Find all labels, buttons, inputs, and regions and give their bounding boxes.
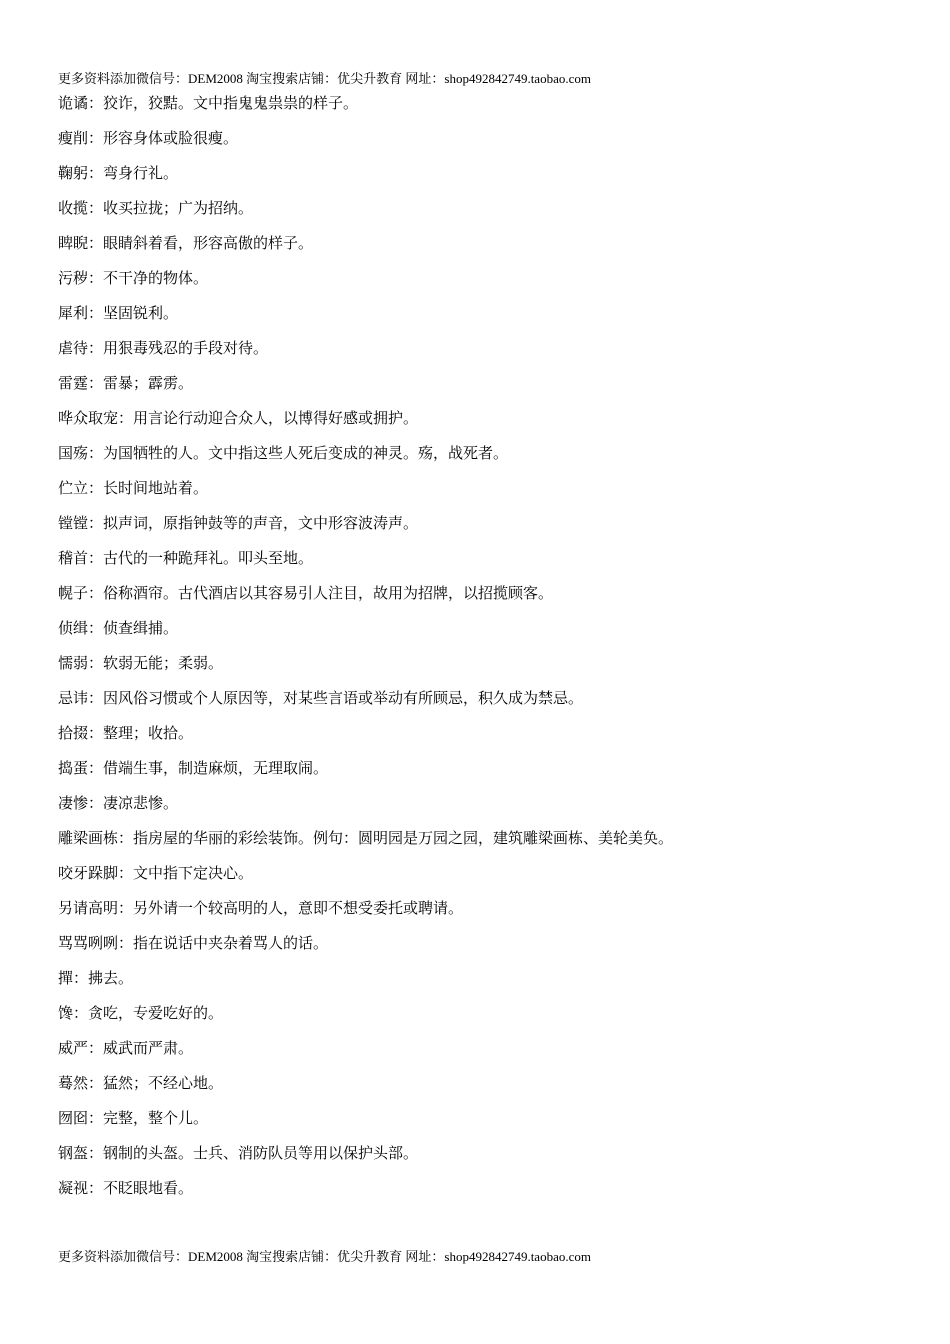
- vocab-entry: 稽首：古代的一种跪拜礼。叩头至地。: [58, 549, 314, 567]
- vocab-entry: 侦缉：侦查缉捕。: [58, 619, 179, 637]
- vocab-entry: 镗镗：拟声词，原指钟鼓等的声音，文中形容波涛声。: [58, 514, 419, 532]
- vocab-entry: 囫囵：完整，整个儿。: [58, 1109, 209, 1127]
- vocab-entry: 雕梁画栋：指房屋的华丽的彩绘装饰。例句：圆明园是万园之园，建筑雕梁画栋、美轮美奂。: [58, 829, 674, 847]
- vocab-entry: 鞠躬：弯身行礼。: [58, 164, 179, 182]
- vocab-entry: 另请高明：另外请一个较高明的人，意即不想受委托或聘请。: [58, 899, 464, 917]
- vocab-entry: 雷霆：雷暴；霹雳。: [58, 374, 194, 392]
- vocab-entry: 懦弱：软弱无能；柔弱。: [58, 654, 224, 672]
- vocab-entry: 骂骂咧咧：指在说话中夹杂着骂人的话。: [58, 934, 329, 952]
- vocab-entry: 睥睨：眼睛斜着看，形容高傲的样子。: [58, 234, 314, 252]
- vocab-entry: 幌子：俗称酒帘。古代酒店以其容易引人注目，故用为招牌，以招揽顾客。: [58, 584, 554, 602]
- vocab-entry: 瘦削：形容身体或脸很瘦。: [58, 129, 239, 147]
- vocab-entry: 凝视：不眨眼地看。: [58, 1179, 194, 1197]
- vocab-entry: 撣：拂去。: [58, 969, 134, 987]
- vocab-entry: 污秽：不干净的物体。: [58, 269, 209, 287]
- vocab-entry: 虐待：用狠毒残忍的手段对待。: [58, 339, 269, 357]
- vocab-entry: 凄惨：凄凉悲惨。: [58, 794, 179, 812]
- vocab-entry: 蓦然：猛然；不经心地。: [58, 1074, 224, 1092]
- page-footer: 更多资料添加微信号：DEM2008 淘宝搜索店铺：优尖升教育 网址：shop492842749.taobao.com: [58, 1249, 591, 1264]
- vocabulary-list: [58, 93, 918, 1213]
- vocab-entry: 诡谲：狡诈，狡黠。文中指鬼鬼祟祟的样子。: [58, 94, 359, 112]
- vocab-entry: 钢盔：钢制的头盔。士兵、消防队员等用以保护头部。: [58, 1144, 419, 1162]
- vocab-entry: 伫立：长时间地站着。: [58, 479, 209, 497]
- page-header: 更多资料添加微信号：DEM2008 淘宝搜索店铺：优尖升教育 网址：shop492842749.taobao.com: [58, 71, 591, 86]
- vocab-entry: 拾掇：整理；收拾。: [58, 724, 194, 742]
- vocab-entry: 国殇：为国牺牲的人。文中指这些人死后变成的神灵。殇，战死者。: [58, 444, 509, 462]
- vocab-entry: 哗众取宠：用言论行动迎合众人，以博得好感或拥护。: [58, 409, 419, 427]
- vocab-entry: 咬牙跺脚：文中指下定决心。: [58, 864, 254, 882]
- vocab-entry: 忌讳：因风俗习惯或个人原因等，对某些言语或举动有所顾忌，积久成为禁忌。: [58, 689, 584, 707]
- vocab-entry: 犀利：坚固锐利。: [58, 304, 179, 322]
- vocab-entry: 捣蛋：借端生事，制造麻烦，无理取闹。: [58, 759, 329, 777]
- vocab-entry: 威严：威武而严肃。: [58, 1039, 194, 1057]
- vocab-entry: 收揽：收买拉拢；广为招纳。: [58, 199, 254, 217]
- vocab-entry: 馋：贪吃，专爱吃好的。: [58, 1004, 224, 1022]
